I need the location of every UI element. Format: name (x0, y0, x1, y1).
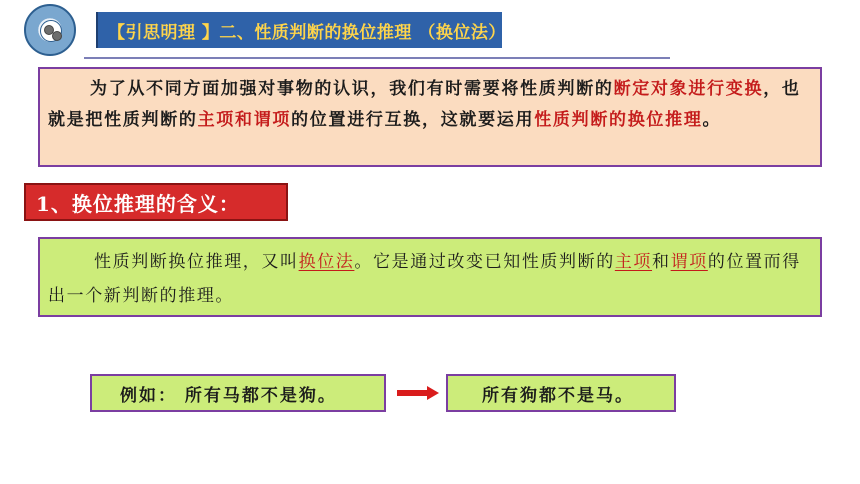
definition-text-part3: 和 (652, 252, 671, 272)
definition-text-part2: 。它是通过改变已知性质判断的 (354, 252, 615, 272)
intro-paragraph (38, 67, 822, 167)
gear-icon (52, 31, 62, 41)
intro-emphasis-subject-predicate: 主项和谓项 (197, 110, 292, 130)
example-conclusion: 所有狗都不是马。 (446, 374, 676, 412)
page-title: 【引思明理 】二、性质判断的换位推理 （换位法） (96, 12, 502, 48)
example-premise: 例如： 所有马都不是狗。 (90, 374, 386, 412)
section-heading: 1、换位推理的含义： (24, 183, 288, 221)
definition-text-part4: 的位置而得出一个新判断的推理。 (48, 252, 801, 306)
intro-text-part3: 的位置进行互换，这就要运用 (291, 110, 535, 130)
intro-text-part4: 。 (702, 110, 722, 130)
gears-logo-icon (24, 4, 76, 56)
definition-term-subject: 主项 (614, 252, 653, 272)
definition-term-conversion-method: 换位法 (298, 252, 355, 272)
intro-emphasis-object: 断定对象进行变换 (613, 79, 764, 99)
definition-paragraph (38, 237, 822, 317)
definition-text-part1: 性质判断换位推理，又叫 (94, 252, 299, 272)
header-divider (84, 57, 670, 59)
intro-text-part2: ，也就是把性质判断的 (48, 79, 801, 130)
right-arrow-icon (397, 386, 439, 400)
intro-text-part1: 为了从不同方面加强对事物的认识，我们有时需要将性质判断的 (90, 79, 614, 99)
intro-emphasis-conversion: 性质判断的换位推理 (534, 110, 703, 130)
definition-term-predicate: 谓项 (670, 252, 708, 272)
